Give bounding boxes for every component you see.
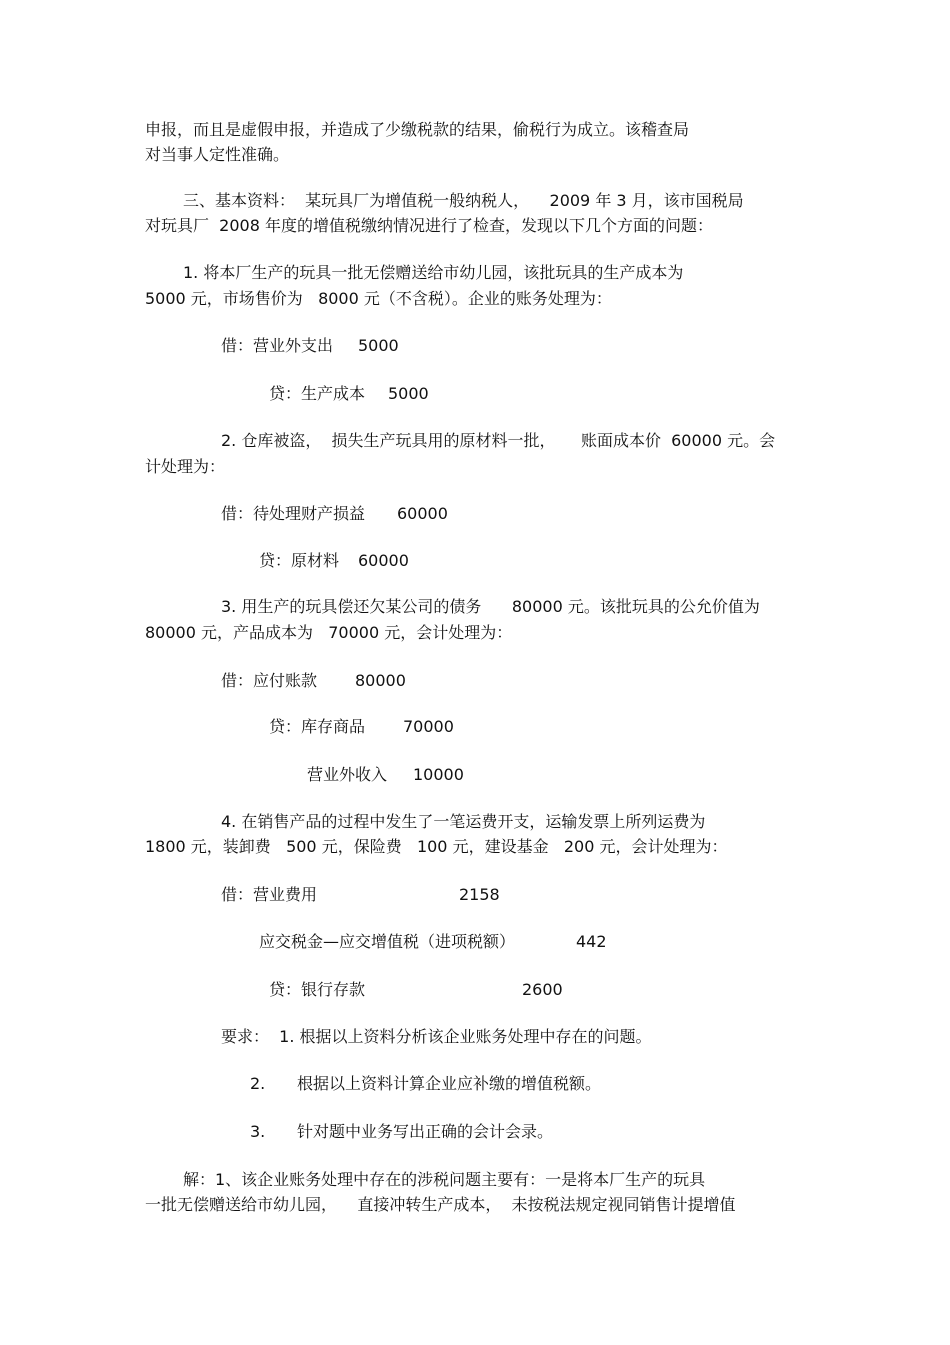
entry-4-credit-label: 贷：银行存款 xyxy=(269,980,366,999)
entry-3-debit-amount: 80000 xyxy=(355,671,406,690)
item-3-line: 3. 用生产的玩具偿还欠某公司的债务 80000 元。该批玩具的公允价值为 xyxy=(221,597,760,616)
section-heading-line: 三、基本资料： 某玩具厂为增值税一般纳税人， 2009 年 3 月，该市国税局 xyxy=(183,191,744,210)
item-4-line: 1800 元，装卸费 500 元，保险费 100 元，建设基金 200 元，会计处理为： xyxy=(145,837,728,856)
item-3-line: 80000 元，产品成本为 70000 元，会计处理为： xyxy=(145,623,513,642)
paragraph-line: 申报，而且是虚假申报，并造成了少缴税款的结果，偷税行为成立。该稽查局 xyxy=(145,120,690,139)
entry-2-credit-label: 贷：原材料 xyxy=(259,551,340,570)
entry-4-debit-amount: 2158 xyxy=(459,885,500,904)
entry-4-debit-label: 应交税金—应交增值税（进项税额） xyxy=(259,932,516,951)
item-4-line: 4. 在销售产品的过程中发生了一笔运费开支，运输发票上所列运费为 xyxy=(221,812,706,831)
answer-line: 解：1、该企业账务处理中存在的涉税问题主要有：一是将本厂生产的玩具 xyxy=(183,1170,706,1189)
item-2-line: 计处理为： xyxy=(145,457,226,476)
item-2-line: 2. 仓库被盗， 损失生产玩具用的原材料一批， 账面成本价 60000 元。会 xyxy=(221,431,776,450)
entry-1-debit-amount: 5000 xyxy=(358,336,399,355)
entry-4-debit-amount: 442 xyxy=(576,932,607,951)
requirement-3: 针对题中业务写出正确的会计会录。 xyxy=(297,1122,554,1141)
entry-1-debit-label: 借：营业外支出 xyxy=(221,336,334,355)
entry-3-credit-amount: 10000 xyxy=(413,765,464,784)
entry-3-credit-label: 贷：库存商品 xyxy=(269,717,366,736)
paragraph-line: 对玩具厂 2008 年度的增值税缴纳情况进行了检查，发现以下几个方面的问题： xyxy=(145,216,713,235)
item-1-line: 1. 将本厂生产的玩具一批无偿赠送给市幼儿园，该批玩具的生产成本为 xyxy=(183,263,684,282)
entry-2-debit-amount: 60000 xyxy=(397,504,448,523)
requirement-2: 根据以上资料计算企业应补缴的增值税额。 xyxy=(297,1074,602,1093)
entry-1-credit-amount: 5000 xyxy=(388,384,429,403)
entry-3-credit-amount: 70000 xyxy=(403,717,454,736)
entry-3-credit-label: 营业外收入 xyxy=(307,765,388,784)
answer-line: 一批无偿赠送给市幼儿园， 直接冲转生产成本， 未按税法规定视同销售计提增值 xyxy=(145,1195,736,1214)
entry-4-credit-amount: 2600 xyxy=(522,980,563,999)
requirement-2-number: 2. xyxy=(250,1074,266,1093)
entry-3-debit-label: 借：应付账款 xyxy=(221,671,318,690)
entry-1-credit-label: 贷：生产成本 xyxy=(269,384,366,403)
entry-2-debit-label: 借：待处理财产损益 xyxy=(221,504,366,523)
requirement-3-number: 3. xyxy=(250,1122,266,1141)
entry-2-credit-amount: 60000 xyxy=(358,551,409,570)
paragraph-line: 对当事人定性准确。 xyxy=(145,145,290,164)
requirement-1: 要求： 1. 根据以上资料分析该企业账务处理中存在的问题。 xyxy=(221,1027,652,1046)
entry-4-debit-label: 借：营业费用 xyxy=(221,885,318,904)
item-1-line: 5000 元，市场售价为 8000 元（不含税）。企业的账务处理为： xyxy=(145,289,612,308)
